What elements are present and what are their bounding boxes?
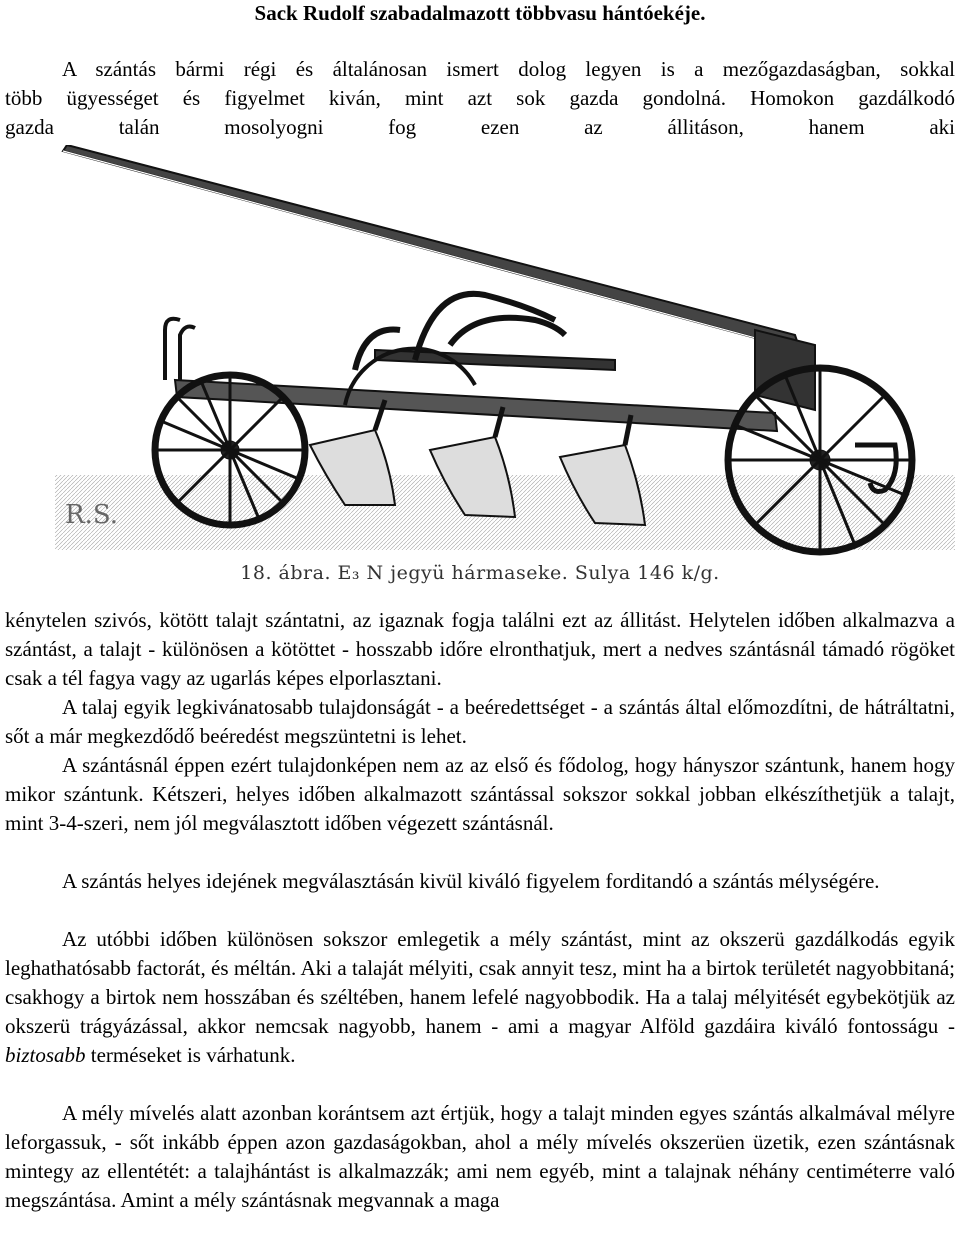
paragraph-2: A talaj egyik legkivánatosabb tulajdonságát - a beéredettséget - a szántás által előmozdítni, de hátráltatni, sőt a már megkezdődő beéredést megszüntetni is lehet.: [5, 695, 955, 748]
front-stand: [165, 319, 195, 380]
right-wheel: [728, 368, 912, 552]
paragraph-5-emphasis: biztosabb: [5, 1043, 86, 1067]
intro-line-2: több ügyességet és figyelmet kiván, mint azt sok gazda gondolná. Homokon gazdálkodó: [5, 86, 955, 110]
paragraph-4: A szántás helyes idejének megválasztásán kivül kiváló figyelem forditandó a szántás mélységére.: [62, 869, 880, 893]
main-frame: [175, 330, 815, 431]
paragraph-3: A szántásnál éppen ezért tulajdonképen nem az az első és fődolog, hogy hányszor szántunk, hanem hogy mikor szántunk. Kétszeri, helyes időben alkalmazott szántással sokszor sokkal jobban elkészíthetjük a talajt, mint 3-4-szeri, nem jól megválasztott időben végezett szántásnál.: [5, 753, 955, 835]
intro-line-1: A szántás bármi régi és általánosan ismert dolog legyen is a mezőgazdaságban, sokkal: [62, 57, 955, 81]
plough-illustration: [55, 145, 955, 595]
paragraph-1: kénytelen szivós, kötött talajt szántatni, az igaznak fogja találni ezt az állitást. Helytelen időben alkalmazva a szántást, a talajt - különösen a kötöttet - hosszabb időre elronthatjuk, mert a nedves szántásnál támadó rögöket csak a tél fagya vagy az ugarlás képes elporlasztani.: [5, 608, 955, 690]
paragraph-5-text-b: terméseket is várhatunk.: [85, 1043, 296, 1067]
page-title: Sack Rudolf szabadalmazott többvasu hántóekéje.: [254, 1, 706, 25]
intro-paragraph: [5, 55, 955, 142]
paragraph-6: A mély mívelés alatt azonban korántsem azt értjük, hogy a talajt minden egyes szántás alkalmával mélyre leforgassuk, - sőt inkább éppen azon gazdaságokban, ahol a mély mívelés okszerüen üzetik, ezen szántásnak mintegy az ellentétét: a talajhántást is alkalmazzák; ami nem egyéb, mint a talajnak néhány centiméterre való megszántása. Amint a mély szántásnak megvannak a maga: [5, 1101, 955, 1212]
left-wheel: [155, 375, 305, 525]
intro-line-3: gazda talán mosolyogni fog ezen az állitáson, hanem aki: [5, 115, 955, 139]
figure-caption: 18. ábra. E₃ N jegyü hármaseke. Sulya 146 k/g.: [240, 562, 720, 584]
paragraph-5: [5, 925, 955, 1070]
plough-drawing: [55, 145, 955, 565]
engraver-monogram: R.S.: [65, 500, 118, 530]
paragraph-5-text-a: Az utóbbi időben különösen sokszor emlegetik a mély szántást, mint az okszerü gazdálkodás egyik leghathatósabb factorát, és méltán. Aki a talaját mélyiti, csak annyit tesz, mint ha a birtok területét nagyobbitaná; csakhogy a birtok nem hosszában és széltében, hanem lefelé nagyobbodik. Ha a talaj mélyitését egybekötjük az okszerü trágyázással, akkor nemcsak nagyobb, hanem - ami a magyar Alföld gazdáira kiváló fontosságu -: [5, 927, 955, 1038]
